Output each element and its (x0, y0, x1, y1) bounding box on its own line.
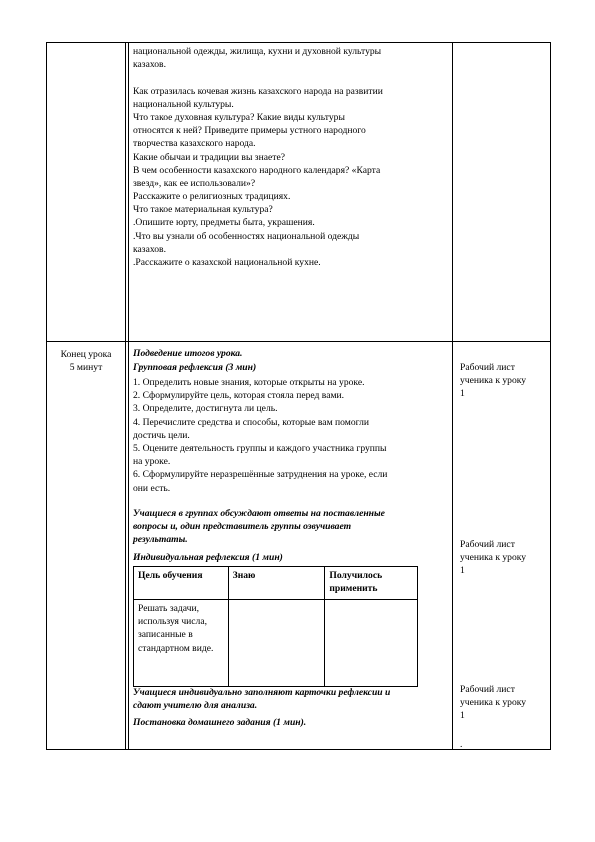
resource-worksheet-3 (460, 683, 526, 723)
resource-line: ученика к уроку (460, 375, 527, 387)
question-line: Расскажите о религиозных традициях. (133, 191, 291, 203)
instruction-line: Учащиеся индивидуально заполняют карточки рефлексии и (133, 687, 391, 698)
stage-name: Конец урока (60, 349, 112, 360)
individual-reflection-title: Индивидуальная рефлексия (1 мин) (133, 552, 283, 563)
instruction-line: вопросы и, один представитель группы озвучивает (133, 521, 352, 533)
resource-line: Рабочий лист (460, 684, 515, 695)
reflection-item: 5. Оцените деятельность группы и каждого участника группы (133, 442, 387, 454)
summary-title: Подведение итогов урока. (133, 348, 243, 359)
question-line: относятся к ней? Приведите примеры устного народного (133, 125, 366, 137)
reflection-item: они есть. (133, 482, 171, 494)
reflection-table-row (134, 600, 418, 687)
reflection-table (133, 566, 418, 687)
cell-know[interactable] (228, 600, 325, 687)
reflection-item: 3. Определите, достигнута ли цель. (133, 403, 278, 415)
header-applied: Получилось применить (325, 567, 418, 600)
cell-learning-goal: Решать задачи, используя числа, записанные в стандартном виде. (134, 600, 229, 687)
question-line: .Что вы узнали об особенностях национальной одежды (133, 230, 360, 242)
reflection-table-header (134, 567, 418, 600)
question-line: Как отразилась кочевая жизнь казахского народа на развитии (133, 85, 383, 97)
question-line: Какие обычаи и традиции вы знаете? (133, 151, 285, 163)
row-divider (46, 341, 551, 342)
table-right-border (550, 42, 551, 750)
question-line (133, 71, 383, 84)
question-line: звезд», как ее использовали»? (133, 177, 256, 189)
resource-line: Рабочий лист (460, 362, 515, 373)
question-line: Что такое духовная культура? Какие виды культуры (133, 111, 345, 123)
reflection-item: 6. Сформулируйте неразрешённые затруднения на уроке, если (133, 469, 388, 481)
question-line: казахов. (133, 59, 166, 71)
question-line: национальной одежды, жилища, кухни и духовной культуры (133, 46, 382, 57)
resource-line: ученика к уроку (460, 552, 527, 564)
resource-worksheet-2 (460, 538, 526, 578)
reflection-item: на уроке. (133, 456, 171, 468)
table-column-divider-2 (128, 42, 129, 750)
top-block-questions (133, 45, 383, 269)
question-line: .Опишите юрту, предметы быта, украшения. (133, 217, 315, 229)
instruction-line: Учащиеся в группах обсуждают ответы на поставленные (133, 508, 385, 519)
group-reflection-title: Групповая рефлексия (3 мин) (133, 362, 257, 373)
table-column-divider-1 (125, 42, 126, 750)
resource-line: 1 (460, 565, 465, 577)
resource-line: Рабочий лист (460, 539, 515, 550)
question-line: Что такое материальная культура? (133, 204, 273, 216)
resource-dot: . (460, 739, 463, 750)
table-top-border (46, 42, 551, 43)
header-learning-goal: Цель обучения (134, 567, 229, 600)
question-line: национальной культуры. (133, 98, 234, 110)
resource-line: 1 (460, 388, 465, 400)
question-line: .Расскажите о казахской национальной кухне. (133, 257, 321, 268)
resource-line: 1 (460, 710, 465, 722)
resource-worksheet-1 (460, 361, 526, 401)
table-left-border (46, 42, 47, 750)
resource-line: ученика к уроку (460, 697, 527, 709)
question-line: В чем особенности казахского народного календаря? «Карта (133, 164, 381, 176)
table-column-divider-3 (452, 42, 453, 750)
individual-instruction (133, 686, 390, 712)
reflection-item: достичь цели. (133, 429, 190, 441)
question-line: творчества казахского народа. (133, 138, 256, 150)
group-instruction (133, 507, 385, 547)
cell-applied[interactable] (325, 600, 418, 687)
header-know: Знаю (228, 567, 325, 600)
group-reflection-list (133, 376, 387, 495)
homework-title: Постановка домашнего задания (1 мин). (133, 717, 307, 728)
instruction-line: сдают учителю для анализа. (133, 700, 258, 712)
stage-duration: 5 минут (69, 362, 103, 373)
table-bottom-border (46, 749, 551, 750)
reflection-item: 2. Сформулируйте цель, которая стояла перед вами. (133, 390, 345, 402)
reflection-item: 4. Перечислите средства и способы, которые вам помогли (133, 416, 370, 428)
question-line: казахов. (133, 243, 166, 255)
instruction-line: результаты. (133, 534, 188, 546)
reflection-item: 1. Определить новые знания, которые открыты на уроке. (133, 377, 365, 388)
